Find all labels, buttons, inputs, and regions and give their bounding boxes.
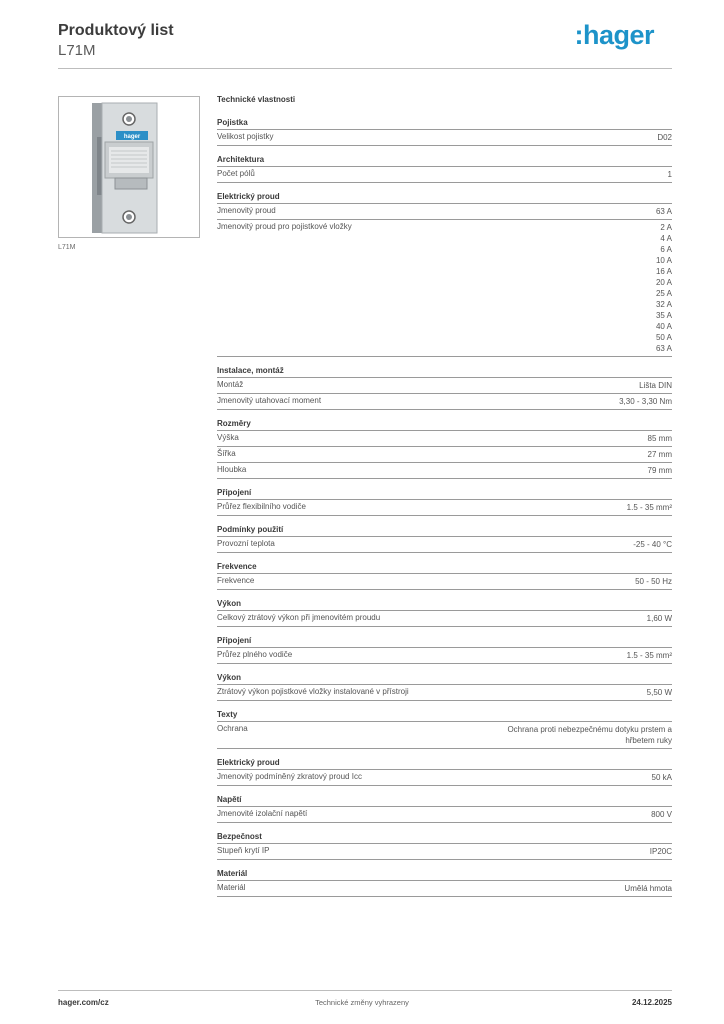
spec-row xyxy=(217,167,672,183)
spec-group-title: Připojení xyxy=(217,487,672,500)
spec-row xyxy=(217,463,672,479)
spec-group xyxy=(217,598,672,627)
spec-label: Výška xyxy=(217,433,239,442)
spec-value-line: 20 A xyxy=(655,278,672,287)
header-divider xyxy=(58,68,672,69)
spec-row xyxy=(217,447,672,463)
spec-value-line: hřbetem ruky xyxy=(625,736,672,745)
spec-value-line: 4 A xyxy=(660,234,672,243)
spec-value-line: IP20C xyxy=(649,847,672,856)
spec-value xyxy=(656,206,672,217)
spec-value xyxy=(633,539,672,550)
spec-row xyxy=(217,574,672,590)
spec-group xyxy=(217,757,672,786)
spec-value-line: 16 A xyxy=(655,267,672,276)
spec-value xyxy=(627,650,672,661)
spec-groups xyxy=(217,117,672,897)
spec-label: Jmenovité izolační napětí xyxy=(217,809,308,818)
spec-value xyxy=(635,576,672,587)
spec-value-line: 1.5 - 35 mm² xyxy=(626,503,672,512)
spec-label: Velikost pojistky xyxy=(217,132,274,141)
spec-value xyxy=(648,433,672,444)
spec-value xyxy=(619,396,672,407)
spec-value xyxy=(647,687,672,698)
spec-row xyxy=(217,431,672,447)
spec-row xyxy=(217,722,672,749)
spec-group-title: Napětí xyxy=(217,794,672,807)
spec-group-title: Materiál xyxy=(217,868,672,881)
spec-group xyxy=(217,561,672,590)
spec-value-line: 2 A xyxy=(660,223,672,232)
image-caption: L71M xyxy=(58,244,76,251)
spec-group-title: Architektura xyxy=(217,154,672,167)
page-header xyxy=(58,20,672,68)
svg-text:hager: hager xyxy=(123,134,141,140)
spec-row xyxy=(217,220,672,357)
spec-group xyxy=(217,868,672,897)
circuit-breaker-illustration xyxy=(59,97,199,237)
document-title: Produktový list xyxy=(58,22,174,39)
spec-value-line: 50 - 50 Hz xyxy=(635,577,672,586)
spec-group xyxy=(217,117,672,146)
spec-value-line: 1 xyxy=(667,170,672,179)
spec-label: Průřez flexibilního vodiče xyxy=(217,502,306,511)
spec-label: Jmenovitý utahovací moment xyxy=(217,396,322,405)
spec-value xyxy=(627,502,672,513)
spec-group-title: Instalace, montáž xyxy=(217,365,672,378)
footer-notice: Technické změny vyhrazeny xyxy=(315,998,409,1007)
spec-label: Počet pólů xyxy=(217,169,255,178)
spec-value-line: 800 V xyxy=(651,810,672,819)
spec-group-title: Připojení xyxy=(217,635,672,648)
spec-value-line: 10 A xyxy=(655,256,672,265)
spec-value xyxy=(656,222,672,354)
spec-value-line: 40 A xyxy=(655,322,672,331)
spec-label: Celkový ztrátový výkon při jmenovitém proudu xyxy=(217,613,381,622)
hager-logo: :hager xyxy=(574,20,654,50)
spec-group xyxy=(217,794,672,823)
spec-label: Jmenovitý podmíněný zkratový proud Icc xyxy=(217,772,362,781)
spec-label: Jmenovitý proud xyxy=(217,206,276,215)
spec-value-line: -25 - 40 °C xyxy=(633,540,672,549)
spec-row xyxy=(217,881,672,897)
spec-group-title: Pojistka xyxy=(217,117,672,130)
spec-group-title: Rozměry xyxy=(217,418,672,431)
spec-label: Průřez plného vodiče xyxy=(217,650,293,659)
spec-value-line: 32 A xyxy=(655,300,672,309)
spec-value-line: Umělá hmota xyxy=(624,884,672,893)
spec-row xyxy=(217,537,672,553)
spec-value-line: 1.5 - 35 mm² xyxy=(626,651,672,660)
spec-group xyxy=(217,418,672,479)
spec-value-line: 27 mm xyxy=(647,450,672,459)
spec-value-line: 79 mm xyxy=(647,466,672,475)
spec-row xyxy=(217,807,672,823)
spec-row xyxy=(217,500,672,516)
spec-value-line: 5,50 W xyxy=(646,688,672,697)
spec-value-line: 63 A xyxy=(655,344,672,353)
spec-value-line: 25 A xyxy=(655,289,672,298)
spec-value xyxy=(648,449,672,460)
spec-group xyxy=(217,365,672,410)
spec-value xyxy=(650,846,672,857)
spec-row xyxy=(217,844,672,860)
spec-row xyxy=(217,378,672,394)
spec-group-title: Elektrický proud xyxy=(217,191,672,204)
spec-row xyxy=(217,611,672,627)
spec-group-title: Bezpečnost xyxy=(217,831,672,844)
spec-label: Materiál xyxy=(217,883,246,892)
spec-value xyxy=(624,883,672,894)
spec-value-line: Ochrana proti nebezpečnému dotyku prstem a xyxy=(507,725,672,734)
footer-date: 24.12.2025 xyxy=(631,998,672,1007)
spec-row xyxy=(217,394,672,410)
spec-label: Hloubka xyxy=(217,465,247,474)
spec-value-line: 50 A xyxy=(655,333,672,342)
spec-row xyxy=(217,770,672,786)
spec-value-line: 6 A xyxy=(660,245,672,254)
technical-specifications xyxy=(217,94,672,905)
spec-label: Provozní teplota xyxy=(217,539,275,548)
spec-row xyxy=(217,204,672,220)
spec-group xyxy=(217,672,672,701)
spec-value xyxy=(507,724,672,746)
footer-website: hager.com/cz xyxy=(58,998,109,1007)
product-image xyxy=(58,96,200,238)
spec-group xyxy=(217,831,672,860)
spec-group xyxy=(217,154,672,183)
spec-group xyxy=(217,709,672,749)
spec-label: Šířka xyxy=(217,449,236,458)
footer-divider xyxy=(58,990,672,991)
spec-group-title: Podmínky použití xyxy=(217,524,672,537)
spec-value xyxy=(648,465,672,476)
spec-label: Ztrátový výkon pojistkové vložky instalované v přístroji xyxy=(217,687,409,696)
spec-value xyxy=(668,169,672,180)
spec-group-title: Frekvence xyxy=(217,561,672,574)
spec-value-line: D02 xyxy=(657,133,672,142)
spec-group xyxy=(217,487,672,516)
spec-group xyxy=(217,524,672,553)
spec-value xyxy=(651,809,672,820)
specs-title: Technické vlastnosti xyxy=(217,95,296,104)
spec-value xyxy=(657,132,672,143)
product-code: L71M xyxy=(58,42,96,59)
spec-group xyxy=(217,191,672,357)
spec-value-line: 1,60 W xyxy=(646,614,672,623)
spec-group-title: Výkon xyxy=(217,672,672,685)
spec-group xyxy=(217,635,672,664)
spec-row xyxy=(217,685,672,701)
spec-value-line: 35 A xyxy=(655,311,672,320)
spec-value-line: 50 kA xyxy=(651,773,672,782)
spec-value-line: 63 A xyxy=(655,207,672,216)
spec-row xyxy=(217,648,672,664)
spec-group-title: Elektrický proud xyxy=(217,757,672,770)
spec-label: Frekvence xyxy=(217,576,255,585)
spec-label: Montáž xyxy=(217,380,244,389)
spec-row xyxy=(217,130,672,146)
spec-group-title: Texty xyxy=(217,709,672,722)
spec-value xyxy=(639,380,672,391)
spec-value-line: 85 mm xyxy=(647,434,672,443)
spec-label: Ochrana xyxy=(217,724,248,733)
spec-label: Stupeň krytí IP xyxy=(217,846,270,855)
spec-value-line: 3,30 - 3,30 Nm xyxy=(619,397,672,406)
spec-label: Jmenovitý proud pro pojistkové vložky xyxy=(217,222,352,231)
spec-group-title: Výkon xyxy=(217,598,672,611)
spec-value-line: Lišta DIN xyxy=(639,381,672,390)
spec-value xyxy=(652,772,672,783)
spec-value xyxy=(647,613,672,624)
